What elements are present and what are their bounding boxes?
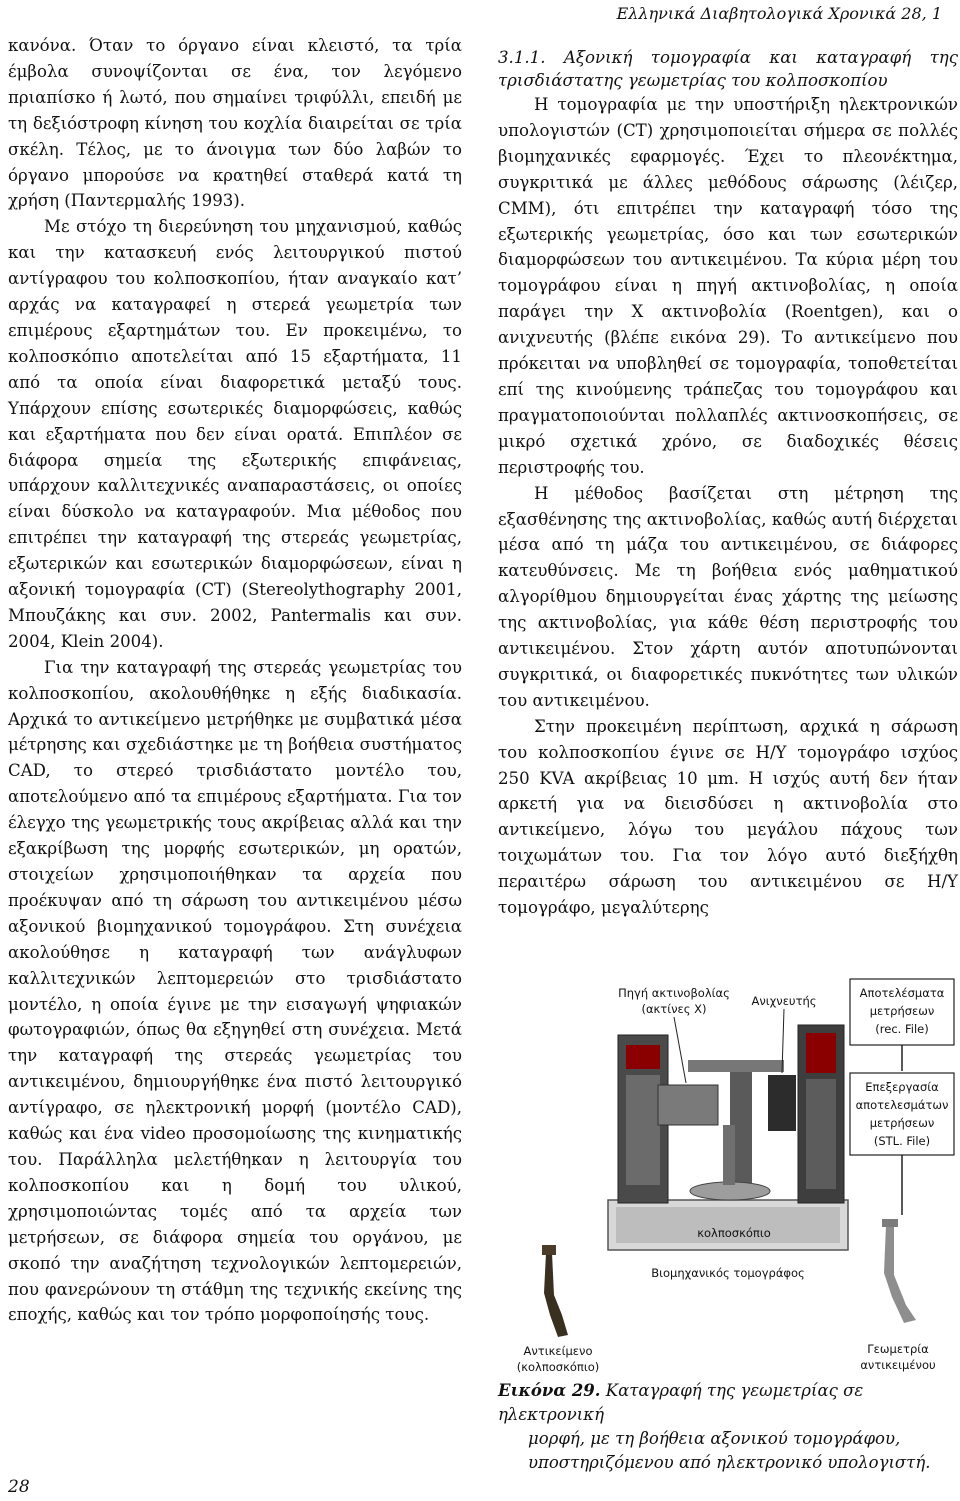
left-column <box>8 33 462 1328</box>
paragraph: Στην προκειμένη περίπτωση, αρχικά η σάρωση του κολποσκοπίου έγινε σε Η/Υ τομογράφο ισχύος 250 KVA ακρίβειας 10 μm. Η ισχύς αυτή δεν ήταν αρκετή για να διεισδύσει η ακτινοβολία στο αντικείμενο, λόγω του μεγάλου πάχους των τοιχωμάτων του. Για τον λόγο αυτό διεξήχθη περαιτέρω σάρωση του αντικειμένου σε Η/Υ τομογράφο, μεγαλύτερης <box>498 716 958 918</box>
source-label-1: Πηγή ακτινοβολίας <box>618 986 730 1000</box>
paragraph: Η τομογραφία με την υποστήριξη ηλεκτρονικών υπολογιστών (CT) χρησιμοποιείται σήμερα σε πολλές βιομηχανικές εφαρμογές. Έχει το πλεονέκτημα, συγκριτικά με άλλες μεθόδους σάρωσης (λέιζερ, CMM), ότι επιτρέπει την καταγραφή τόσο της εξωτερικής γεωμετρίας, όσο και των εσωτερικών διαμορφώσεων του αντικειμένου. Τα κύρια μέρη του τομογράφου είναι η πηγή ακτινοβολίας, η οποία παράγει την Χ ακτινοβολία (Roentgen), και ο ανιχνευτής (βλέπε εικόνα 29). Το αντικείμενο που πρόκειται να υποβληθεί σε τομογραφία, τοποθετείται επί της κινούμενης τράπεζας του τομογράφου και πραγματοποιούνται πολλαπλές ακτινοσκοπήσεις, σε μικρό σχετικά χρόνο, σε διαδοχικές θέσεις περιστροφής του. <box>498 95 958 477</box>
processing-label-1: Επεξεργασία <box>865 1080 939 1094</box>
processing-box <box>850 1073 954 1155</box>
caption-continuation: μορφή, με τη βοήθεια αξονικού τομογράφου, υποστηριζόμενου από ηλεκτρονικό υπολογιστή. <box>528 1429 931 1472</box>
section-title: 3.1.1. Αξονική τομογραφία και καταγραφή της τρισδιάστατης γεωμετρίας του κολποσκοπίου <box>498 48 958 90</box>
caption-text: Καταγραφή της γεωμετρίας σε ηλεκτρονική <box>498 1381 864 1424</box>
figure-29 <box>498 975 958 1375</box>
results-box <box>850 979 954 1045</box>
results-label-1: Αποτελέσματα <box>859 986 945 1000</box>
results-label-3: (rec. File) <box>875 1022 929 1036</box>
processing-label-3: μετρήσεων <box>869 1116 935 1130</box>
tomography-diagram <box>498 975 958 1375</box>
geometry-label-1: Γεωμετρία <box>867 1342 929 1356</box>
figure-caption <box>498 1379 958 1475</box>
source-label-2: (ακτίνες Χ) <box>641 1002 707 1016</box>
geometry-model-photo <box>882 1219 916 1323</box>
processing-label-2: αποτελεσμάτων <box>855 1098 949 1112</box>
object-label-1: Αντικείμενο <box>523 1344 593 1358</box>
paragraph: Η μέθοδος βασίζεται στη μέτρηση της εξασθένησης της ακτινοβολίας, καθώς αυτή διέρχεται μέσα από τη μάζα του αντικειμένου, σε διάφορες κατευθύνσεις. Με τη βοήθεια ενός μαθηματικού αλγορίθμου δημιουργείται ένας χάρτης της μείωσης της ακτινοβολίας, για κάθε θέση περιστροφής του αντικειμένου. Στον χάρτη αυτόν αποτυπώνονται συγκριτικά, οι διαφορετικές πυκνότητες των υλικών του αντικειμένου. <box>498 483 958 710</box>
tomograph-label: Βιομηχανικός τομογράφος <box>651 1266 805 1280</box>
detector-label: Ανιχνευτής <box>751 994 817 1008</box>
speculum-object-photo <box>542 1245 568 1337</box>
right-column <box>498 46 958 921</box>
processing-label-4: (STL. File) <box>873 1134 931 1148</box>
object-label-2: (κολποσκόπιο) <box>516 1360 600 1374</box>
paragraph: Για την καταγραφή της στερεάς γεωμετρίας του κολποσκοπίου, ακολουθήθηκε η εξής διαδικασία. Αρχικά το αντικείμενο μετρήθηκε με συμβατικά μέσα μέτρησης και σχεδιάστηκε με τη βοήθεια συστήματος CAD, το στερεό τρισδιάστατο μοντέλο του, αποτελούμενο από τα επιμέρους εξαρτήματα. Για τον έλεγχο της γεωμετρικής τους ακρίβειας αλλά και την εξακρίβωση της μορφής εσωτερικών, μη ορατών, στοιχείων χρησιμοποιήθηκαν τα αρχεία που προέκυψαν από τη σάρωση του αντικειμένου μέσω αξονικού βιομηχανικού τομογράφου. Στη συνέχεια ακολούθησε η καταγραφή των ανάγλυφων καλλιτεχνικών λεπτομερειών στο τρισδιάστατο μοντέλο, η οποία έγινε με την εισαγωγή ψηφιακών φωτογραφιών, όπως θα εξηγηθεί στη συνέχεια. Μετά την καταγραφή της στερεάς γεωμετρίας του αντικειμένου, δημιουργήθηκε ένα πιστό λειτουργικό αντίγραφο, σε ηλεκτρονική μορφή (μοντέλο CAD), καθώς και ένα video προσομοίωσης της κινηματικής του. Παράλληλα μελετήθηκαν η λειτουργία του κολποσκοπίου και η δομή του υλικού, χρησιμοποιώντας τομές από τα αρχεία των μετρήσεων, σε διάφορα σημεία του οργάνου, με σκοπό την αναζήτηση τεχνολογικών λεπτομερειών, που φανερώνουν τη στάθμη της τεχνικής εκείνης της εποχής, καθώς και τον τρόπο μορφοποίησής τους. <box>8 657 462 1325</box>
geometry-label-2: αντικειμένου <box>860 1358 936 1372</box>
page-number: 28 <box>8 1477 30 1497</box>
caption-label: Εικόνα 29. <box>498 1381 601 1400</box>
paragraph: κανόνα. Όταν το όργανο είναι κλειστό, τα τρία έμβολα συνοψίζονται σε ένα, τον λεγόμενο πριαπίσκο ή λωτό, που σημαίνει τριφύλλι, επειδή με τη δεξιόστροφη κίνηση του κοχλία διαιρείται σε τρία σκέλη. Τέλος, με το άνοιγμα των δύο λαβών το όργανο μπορούσε να κρατηθεί σταθερά κατά τη χρήση (Παντερμαλής 1993). <box>8 36 462 211</box>
paragraph: Με στόχο τη διερεύνηση του μηχανισμού, καθώς και την κατασκευή ενός λειτουργικού πιστού αντίγραφου του κολποσκοπίου, ήταν αναγκαίο κατ’ αρχάς να καταγραφεί η στερεά γεωμετρία των επιμέρους εξαρτημάτων του. Εν προκειμένω, το κολποσκόπιο αποτελείται από 15 εξαρτήματα, 11 από τα οποία είναι διαφορετικά μεταξύ τους. Υπάρχουν επίσης εσωτερικές διαμορφώσεις, καθώς και εξαρτήματα που δεν είναι ορατά. Επιπλέον σε διάφορα σημεία της εξωτερικής επιφάνειας, υπάρχουν καλλιτεχνικές αναπαραστάσεις, οι οποίες είναι δύσκολο να καταγραφούν. Μια μέθοδος που επιτρέπει την καταγραφή της στερεάς γεωμετρίας, εξωτερικών και εσωτερικών διαμορφώσεων, είναι η αξονική τομογραφία (CT) (Stereolythography 2001, Μπουζάκης και συν. 2002, Pantermalis και συν. 2004, Klein 2004). <box>8 217 462 651</box>
speculum-label: κολποσκόπιο <box>697 1226 771 1240</box>
results-label-2: μετρήσεων <box>869 1004 935 1018</box>
running-header: Ελληνικά Διαβητολογικά Χρονικά 28, 1 <box>616 4 942 23</box>
tomograph-machine <box>608 1025 848 1250</box>
